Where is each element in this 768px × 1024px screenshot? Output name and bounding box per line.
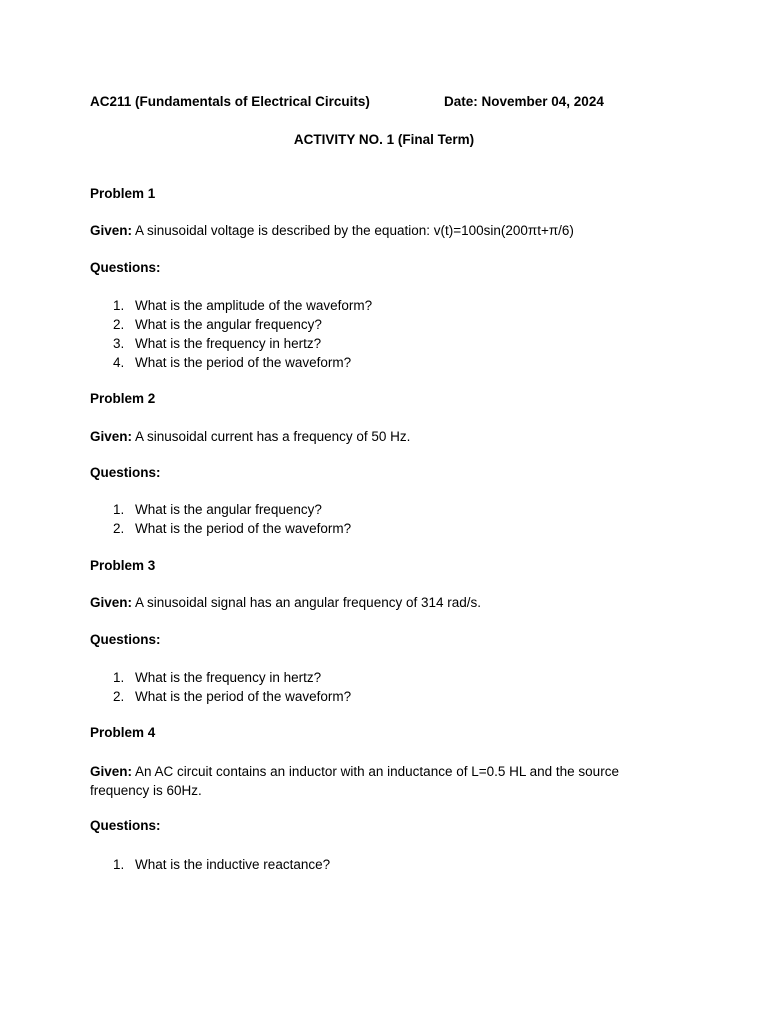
questions-label: Questions: bbox=[90, 260, 161, 275]
item-number: 1. bbox=[113, 670, 125, 685]
given-text: An AC circuit contains an inductor with an inductance of L=0.5 HL and the source frequency is 60Hz. bbox=[90, 764, 619, 798]
problem-heading: Problem 3 bbox=[90, 558, 156, 573]
given-label: Given: bbox=[90, 764, 133, 779]
problem-heading: Problem 1 bbox=[90, 186, 156, 201]
question-text: What is the period of the waveform? bbox=[135, 521, 352, 536]
given-statement bbox=[90, 428, 410, 446]
question-text: What is the frequency in hertz? bbox=[135, 336, 322, 351]
question-text: What is the inductive reactance? bbox=[135, 857, 331, 872]
item-number: 2. bbox=[113, 521, 125, 536]
given-text: A sinusoidal current has a frequency of 50 Hz. bbox=[135, 429, 411, 444]
given-label: Given: bbox=[90, 429, 133, 444]
given-label: Given: bbox=[90, 595, 133, 610]
question-text: What is the angular frequency? bbox=[135, 317, 322, 332]
item-number: 1. bbox=[113, 857, 125, 872]
question-text: What is the period of the waveform? bbox=[135, 355, 352, 370]
given-text: A sinusoidal signal has an angular frequency of 314 rad/s. bbox=[135, 595, 482, 610]
given-statement bbox=[90, 222, 574, 240]
questions-label: Questions: bbox=[90, 632, 161, 647]
question-text: What is the frequency in hertz? bbox=[135, 670, 322, 685]
item-number: 1. bbox=[113, 298, 125, 313]
activity-date: Date: November 04, 2024 bbox=[444, 94, 604, 109]
problem-heading: Problem 4 bbox=[90, 725, 156, 740]
question-text: What is the angular frequency? bbox=[135, 502, 322, 517]
document-page bbox=[90, 0, 650, 1024]
given-statement bbox=[90, 594, 481, 612]
item-number: 1. bbox=[113, 502, 125, 517]
item-number: 4. bbox=[113, 355, 125, 370]
given-statement bbox=[90, 762, 650, 800]
questions-label: Questions: bbox=[90, 465, 161, 480]
course-title: AC211 (Fundamentals of Electrical Circuits) bbox=[90, 94, 370, 109]
given-label: Given: bbox=[90, 223, 133, 238]
item-number: 2. bbox=[113, 689, 125, 704]
given-text: A sinusoidal voltage is described by the equation: v(t)=100sin(200πt+π/6) bbox=[135, 223, 574, 238]
item-number: 2. bbox=[113, 317, 125, 332]
item-number: 3. bbox=[113, 336, 125, 351]
problem-heading: Problem 2 bbox=[90, 391, 156, 406]
activity-title: ACTIVITY NO. 1 (Final Term) bbox=[293, 132, 475, 147]
questions-label: Questions: bbox=[90, 818, 161, 833]
question-text: What is the amplitude of the waveform? bbox=[135, 298, 373, 313]
question-text: What is the period of the waveform? bbox=[135, 689, 352, 704]
